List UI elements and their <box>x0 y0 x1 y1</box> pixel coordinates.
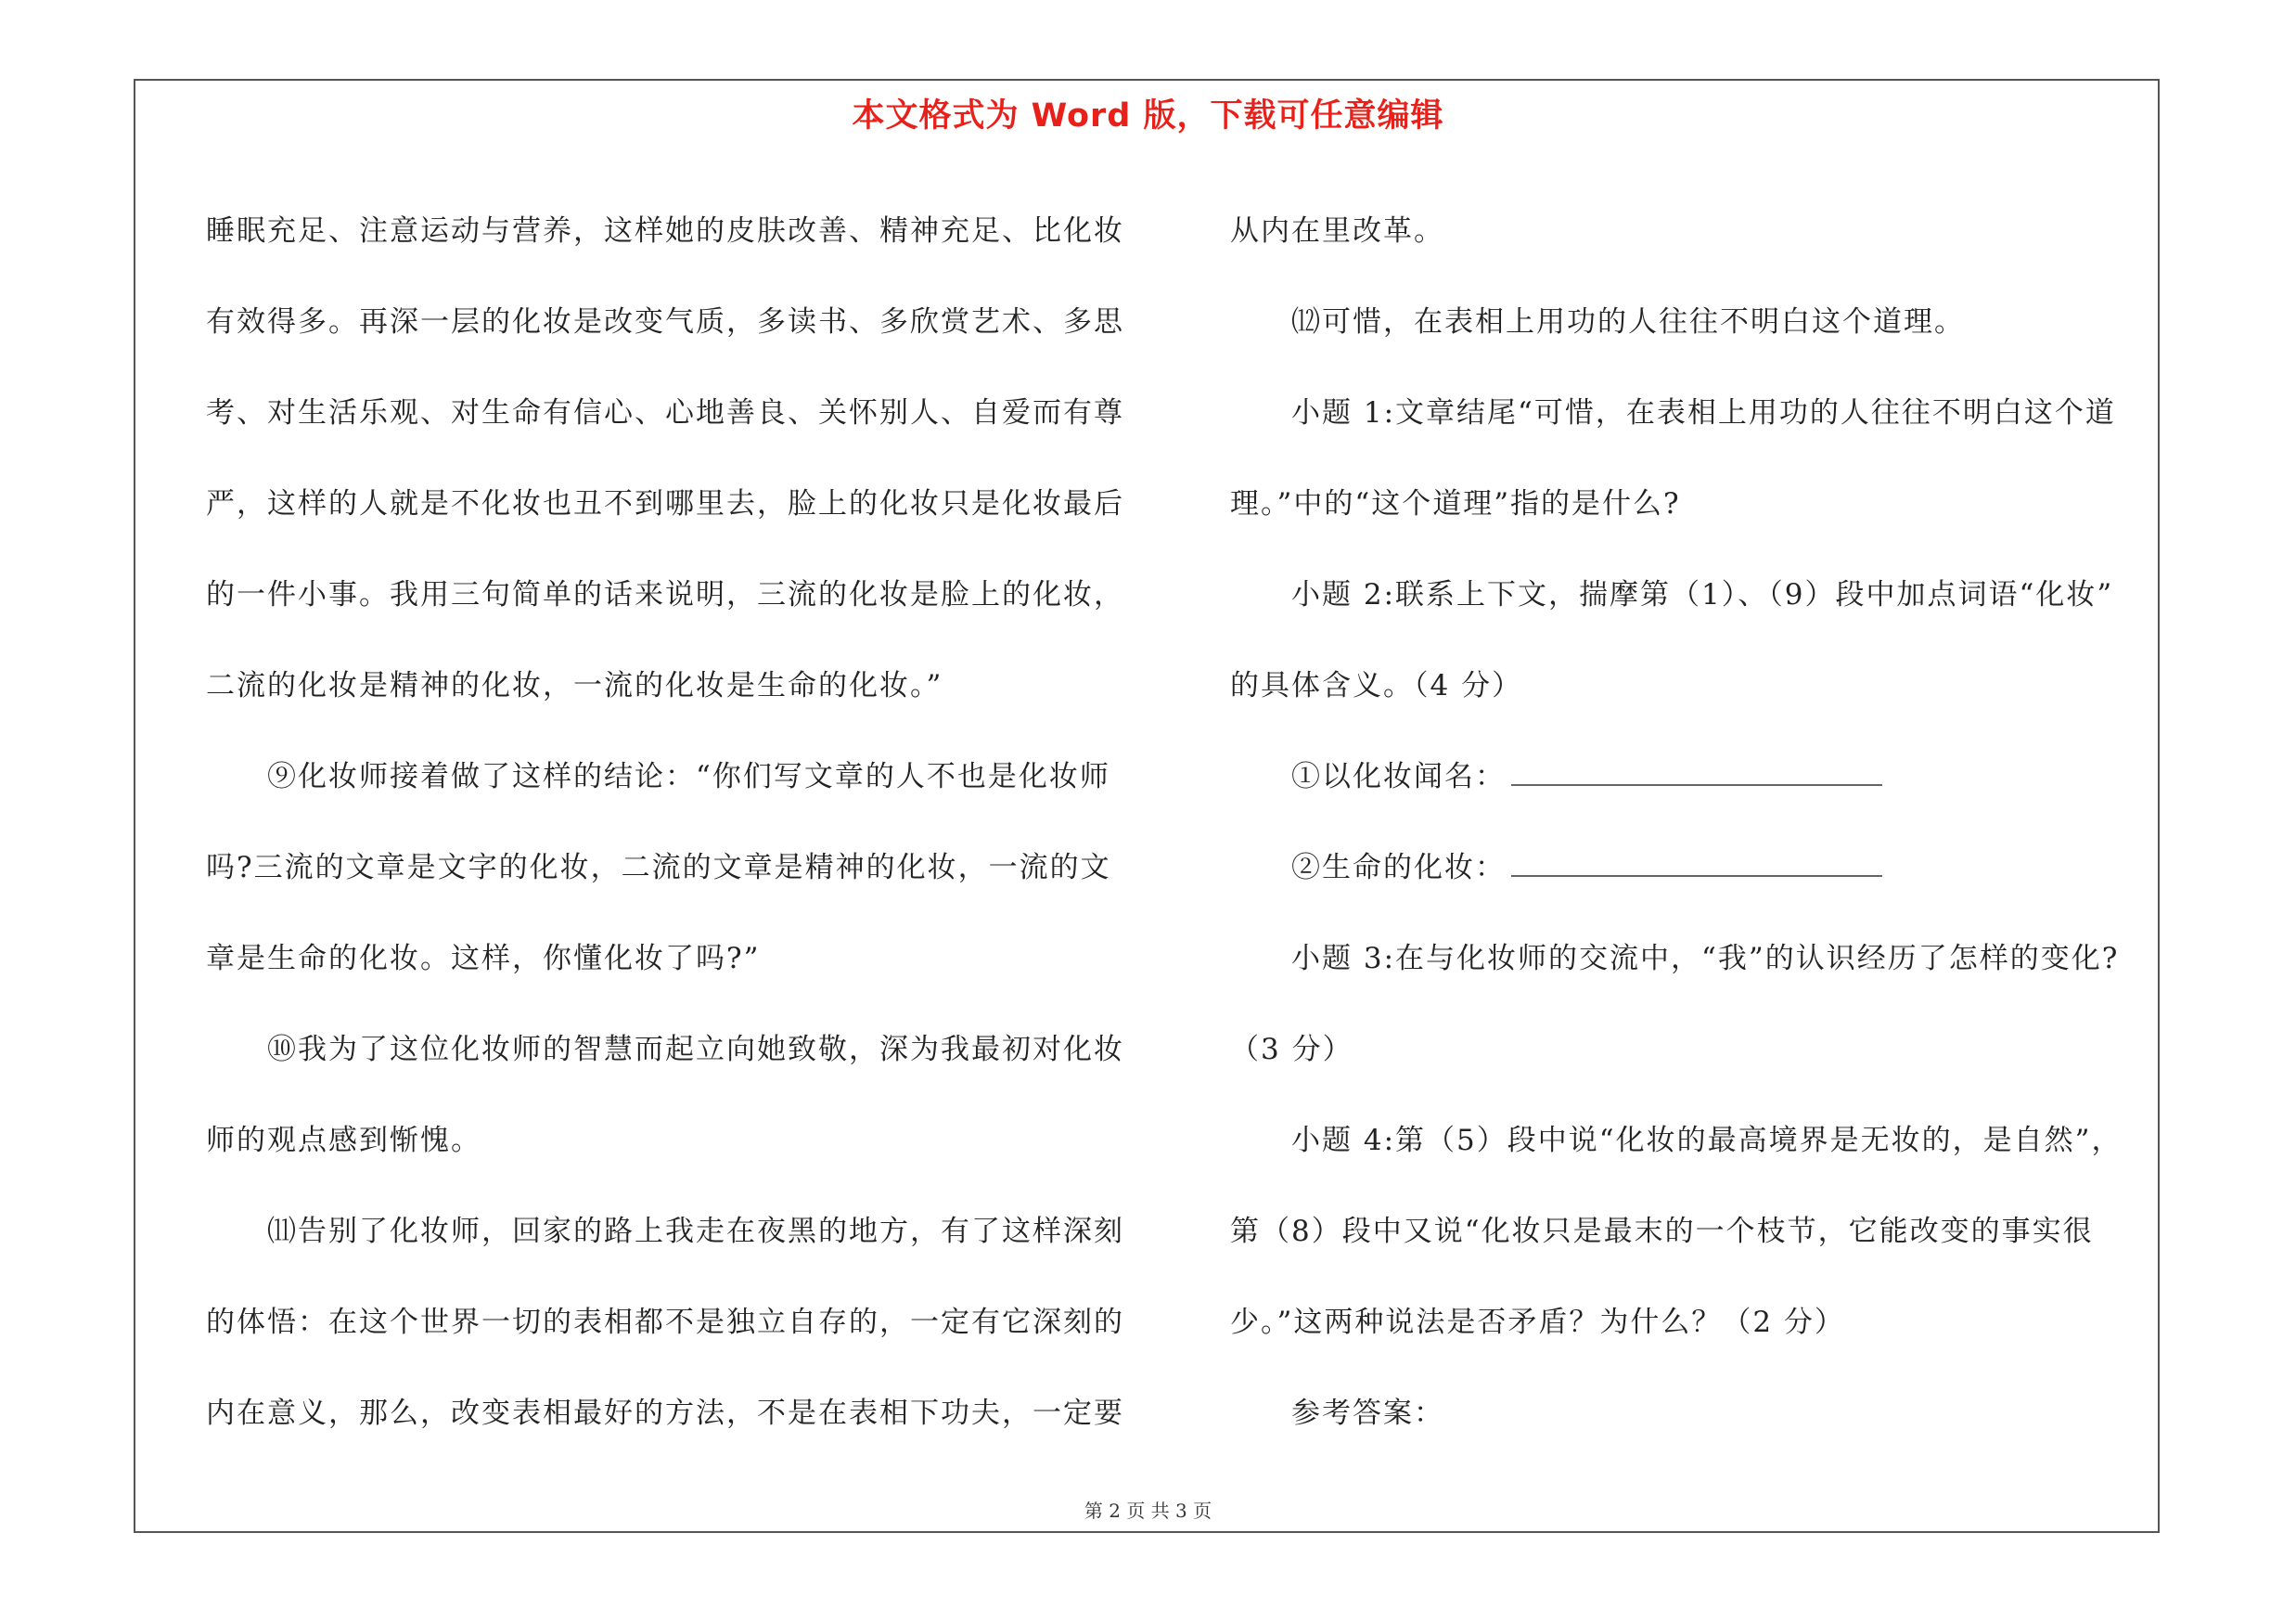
right-column <box>1230 186 2176 1459</box>
text-line: 严，这样的人就是不化妆也丑不到哪里去，脸上的化妆只是化妆最后 <box>206 487 1124 521</box>
text-line: 的一件小事。我用三句简单的话来说明，三流的化妆是脸上的化妆， <box>206 578 1124 612</box>
text-line: 内在意义，那么，改变表相最好的方法，不是在表相下功夫，一定要 <box>206 1397 1124 1430</box>
text-line: 吗?三流的文章是文字的化妆，二流的文章是精神的化妆，一流的文 <box>206 851 1111 884</box>
answer-blank[interactable] <box>1511 762 1882 786</box>
answer-blank-line-2: ②生命的化妆： <box>1230 822 2176 913</box>
left-column <box>206 186 1152 1459</box>
answer-blank[interactable] <box>1511 853 1882 877</box>
answer-blank-line-1: ①以化妆闻名： <box>1230 731 2176 822</box>
text-line: 师的观点感到惭愧。 <box>206 1124 481 1157</box>
paragraph-11-start: ⑾告别了化妆师，回家的路上我走在夜黑的地方，有了这样深刻 <box>267 1215 1124 1248</box>
text-line: 第（8）段中又说“化妆只是最末的一个枝节，它能改变的事实很 <box>1230 1215 2094 1248</box>
format-banner: 本文格式为 Word 版，下载可任意编辑 <box>852 97 1444 135</box>
question-2: 小题 2:联系上下文，揣摩第（1）、（9）段中加点词语“化妆” <box>1291 578 2114 612</box>
text-line: 的具体含义。（4 分） <box>1230 669 1523 702</box>
reference-answer-heading: 参考答案： <box>1291 1397 1444 1430</box>
paragraph-12-start: ⑿可惜，在表相上用功的人往往不明白这个道理。 <box>1291 305 1965 339</box>
question-1: 小题 1:文章结尾“可惜，在表相上用功的人往往不明白这个道 <box>1291 396 2116 430</box>
text-line: 从内在里改革。 <box>1230 214 1444 248</box>
question-4: 小题 4:第（5）段中说“化妆的最高境界是无妆的，是自然”， <box>1291 1124 2123 1157</box>
text-line: 少。”这两种说法是否矛盾？为什么？（2 分） <box>1230 1306 1845 1339</box>
paragraph-10-start: ⑩我为了这位化妆师的智慧而起立向她致敬，深为我最初对化妆 <box>267 1033 1124 1066</box>
text-line: 睡眠充足、注意运动与营养，这样她的皮肤改善、精神充足、比化妆 <box>206 214 1124 248</box>
text-line: 二流的化妆是精神的化妆，一流的化妆是生命的化妆。” <box>206 669 943 702</box>
text-line: 有效得多。再深一层的化妆是改变气质，多读书、多欣赏艺术、多思 <box>206 305 1124 339</box>
text-line: （3 分） <box>1230 1033 1353 1066</box>
text-line: 理。”中的“这个道理”指的是什么? <box>1230 487 1681 521</box>
text-line: 章是生命的化妆。这样，你懂化妆了吗?” <box>206 942 761 975</box>
paragraph-9-start: ⑨化妆师接着做了这样的结论：“你们写文章的人不也是化妆师 <box>267 760 1110 793</box>
page-footer: 第 2 页 共 3 页 <box>1084 1500 1212 1522</box>
text-line: 的体悟：在这个世界一切的表相都不是独立自存的，一定有它深刻的 <box>206 1306 1124 1339</box>
question-3: 小题 3:在与化妆师的交流中，“我”的认识经历了怎样的变化? <box>1291 942 2120 975</box>
text-line: 考、对生活乐观、对生命有信心、心地善良、关怀别人、自爱而有尊 <box>206 396 1124 430</box>
